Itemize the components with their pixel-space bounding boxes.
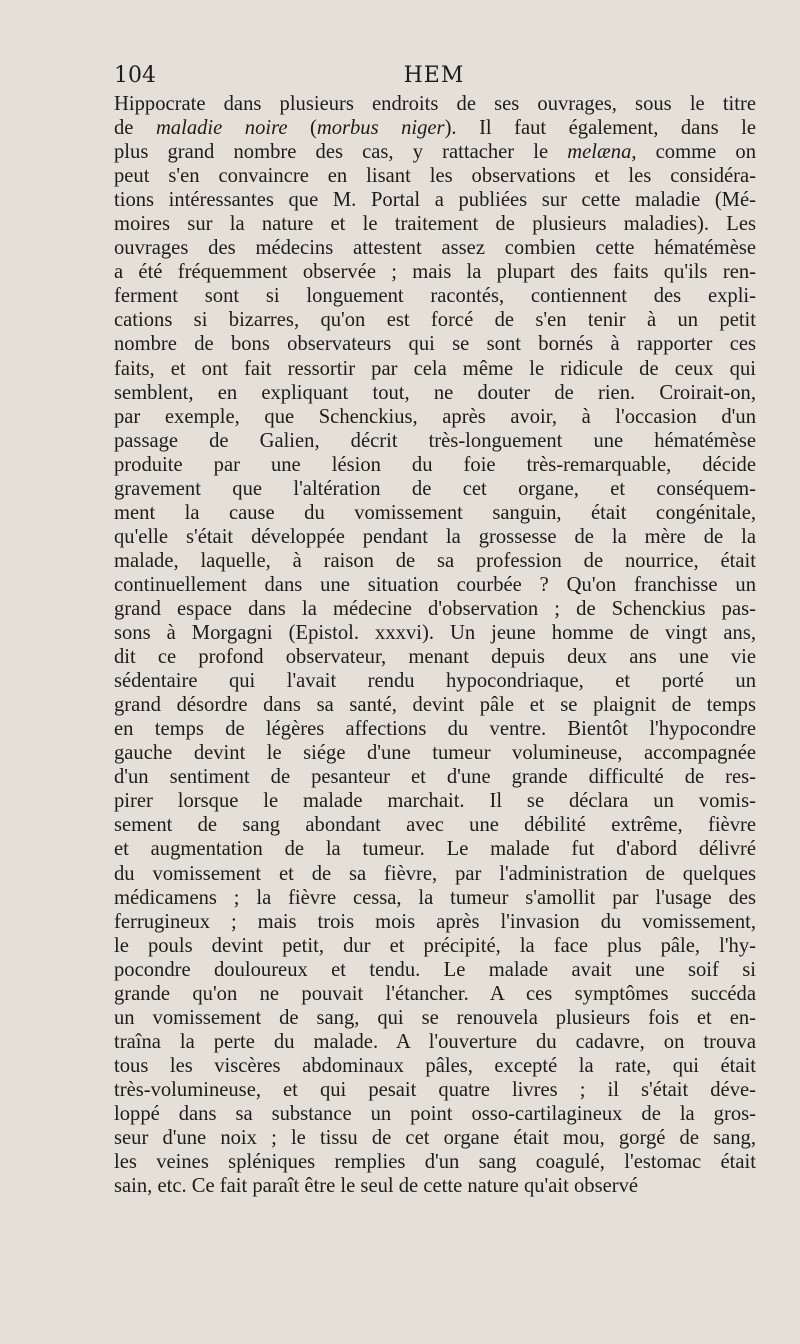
text-line: ferrugineux ; mais trois mois après l'invasion du vomissement, [114,910,756,933]
text-line: par exemple, que Schenckius, après avoir, à l'occasion d'un [114,405,756,428]
text-line: ouvrages des médecins attestent assez combien cette hématémèse [114,237,756,260]
text-line: tous les viscères abdominaux pâles, excepté la rate, qui était [114,1054,756,1077]
text-line: passage de Galien, décrit très-longuement une hématémèse [114,429,756,452]
text-segment: ( [287,117,317,140]
text-line: grand espace dans la médecine d'observation ; de Schenckius pas- [114,597,756,620]
text-line: produite par une lésion du foie très-remarquable, décide [114,453,756,476]
text-line: faits, et ont fait ressortir par cela même le ridicule de ceux qui [114,357,756,380]
page-number: 104 [114,63,156,88]
text-segment: , comme on [631,141,757,164]
text-line: pocondre douloureux et tendu. Le malade avait une soif si [114,958,756,981]
text-line [114,140,756,164]
body-text [114,92,756,1198]
page-header [114,63,754,93]
text-line: moires sur la nature et le traitement de plusieurs maladies). Les [114,213,756,236]
text-line: qu'elle s'était développée pendant la grossesse de la mère de la [114,525,756,548]
text-line: loppé dans sa substance un point osso-cartilagineux de la gros- [114,1102,756,1125]
text-line: très-volumineuse, et qui pesait quatre livres ; il s'était déve- [114,1078,756,1101]
text-line: traîna la perte du malade. A l'ouverture du cadavre, on trouva [114,1030,756,1053]
text-line: le pouls devint petit, dur et précipité, la face plus pâle, l'hy- [114,934,756,957]
italic-term: melæna [567,141,632,164]
text-line: tions intéressantes que M. Portal a publiées sur cette maladie (Mé- [114,189,756,212]
text-line: Hippocrate dans plusieurs endroits de ses ouvrages, sous le titre [114,93,756,115]
text-line: cations si bizarres, qu'on est forcé de s'en tenir à un petit [114,309,756,332]
text-line: continuellement dans une situation courbée ? Qu'on franchisse un [114,573,756,596]
text-segment: ). Il faut également, dans le [444,117,756,140]
running-head: HEM [403,63,465,88]
text-line: peut s'en convaincre en lisant les observations et les considéra- [114,165,756,188]
text-line: dit ce profond observateur, menant depuis deux ans une vie [114,646,756,669]
text-line: ment la cause du vomissement sanguin, était congénitale, [114,501,756,524]
text-line: sons à Morgagni (Epistol. xxxvi). Un jeune homme de vingt ans, [114,622,756,645]
text-line: médicamens ; la fièvre cessa, la tumeur s'amollit par l'usage des [114,886,756,909]
text-line: et augmentation de la tumeur. Le malade fut d'abord délivré [114,838,756,861]
text-line: gauche devint le siége d'une tumeur volumineuse, accompagnée [114,742,756,765]
text-segment: de [114,117,156,140]
text-line: grande qu'on ne pouvait l'étancher. A ces symptômes succéda [114,982,756,1005]
text-line: seur d'une noix ; le tissu de cet organe était mou, gorgé de sang, [114,1127,756,1150]
text-line: ferment sont si longuement racontés, contiennent des expli- [114,285,756,308]
text-line: les veines spléniques remplies d'un sang coagulé, l'estomac était [114,1151,756,1174]
text-line: d'un sentiment de pesanteur et d'une grande difficulté de res- [114,766,756,789]
italic-term: maladie noire [155,117,288,140]
text-line [114,116,756,140]
text-line: un vomissement de sang, qui se renouvela plusieurs fois et en- [114,1006,756,1029]
text-line: sain, etc. Ce fait paraît être le seul de cette nature qu'ait observé [114,1175,639,1198]
text-line: nombre de bons observateurs qui se sont bornés à rapporter ces [114,333,756,356]
text-line: en temps de légères affections du ventre. Bientôt l'hypocondre [114,718,756,741]
text-segment: plus grand nombre des cas, y rattacher le [114,141,568,164]
text-line: semblent, en expliquant tout, ne douter de rien. Croirait-on, [114,381,756,404]
text-line: grand désordre dans sa santé, devint pâle et se plaignit de temps [114,694,756,717]
text-line: pirer lorsque le malade marchait. Il se déclara un vomis- [114,790,756,813]
text-line: sédentaire qui l'avait rendu hypocondriaque, et porté un [114,670,756,693]
italic-term: morbus niger [316,117,445,140]
text-line: malade, laquelle, à raison de sa profession de nourrice, était [114,549,756,572]
text-line: a été fréquemment observée ; mais la plupart des faits qu'ils ren- [114,261,756,284]
text-line: gravement que l'altération de cet organe, et conséquem- [114,477,756,500]
text-line: du vomissement et de sa fièvre, par l'administration de quelques [114,862,756,885]
text-line: sement de sang abondant avec une débilité extrême, fièvre [114,814,756,837]
